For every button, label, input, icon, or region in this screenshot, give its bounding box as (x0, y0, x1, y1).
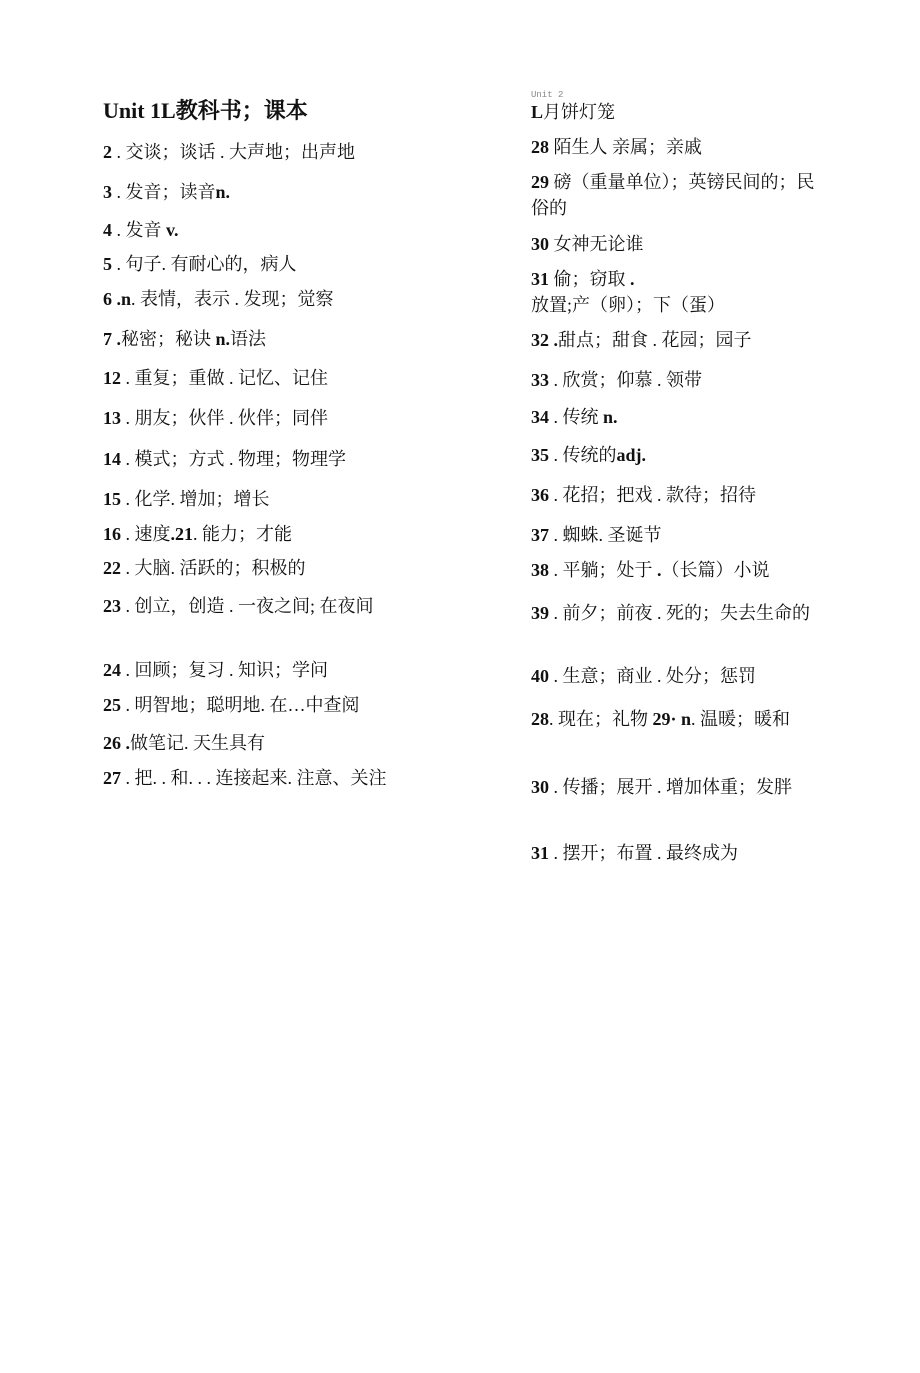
vocab-line (531, 600, 823, 626)
bold-segment: .21 (170, 524, 193, 544)
bold-segment: 31 (531, 843, 549, 863)
vocab-line (103, 286, 395, 312)
bold-segment: n. (215, 182, 231, 202)
vocab-line (103, 405, 395, 431)
text-segment: . 温暖；暖和 (691, 709, 791, 729)
bold-segment: 2 (103, 142, 112, 162)
bold-segment: 5 (103, 254, 112, 274)
text-segment: . 花招；把戏 . 款待；招待 (549, 485, 756, 505)
text-segment: 陌生人 亲属；亲戚 (549, 137, 702, 157)
bold-segment: 3 (103, 182, 112, 202)
text-segment: . 朋友；伙伴 . 伙伴；同伴 (121, 408, 328, 428)
text-segment: . 表情，表示 . 发现；觉察 (131, 289, 334, 309)
vocab-line (103, 446, 395, 472)
text-segment: 语法 (230, 329, 267, 349)
bold-segment: 31 (531, 269, 549, 289)
vocab-line (531, 482, 823, 508)
vocab-line (103, 692, 395, 718)
text-segment: . 句子. 有耐心的，病人 (112, 254, 297, 274)
bold-segment: 34 (531, 407, 549, 427)
bold-segment: 13 (103, 408, 121, 428)
bold-segment: 教科书；课本 (175, 98, 308, 123)
bold-segment: 28 (531, 709, 549, 729)
bold-segment: 37 (531, 525, 549, 545)
text-segment: . 模式；方式 . 物理；物理学 (121, 449, 346, 469)
text-segment: 做笔记. 天生具有 (130, 733, 265, 753)
bold-segment: 15 (103, 489, 121, 509)
bold-segment: 22 (103, 558, 121, 578)
bold-segment: . (657, 560, 662, 580)
bold-segment: n. (603, 407, 618, 427)
text-segment: . 能力；才能 (193, 524, 292, 544)
bold-segment: . (630, 269, 635, 289)
bold-segment: L (531, 102, 544, 122)
text-segment: . 蜘蛛. 圣诞节 (549, 525, 662, 545)
text-segment: 偷；窃取 (549, 269, 630, 289)
bold-segment: 28 (531, 137, 549, 157)
vocab-line (103, 486, 395, 512)
bold-segment: 4 (103, 220, 112, 240)
bold-segment: 27 (103, 768, 121, 788)
unit-title (103, 98, 395, 124)
bold-segment: v. (166, 220, 179, 240)
bold-segment: 25 (103, 695, 121, 715)
vocab-line (531, 663, 823, 689)
vocab-line (103, 251, 395, 277)
text-segment: . 现在；礼物 (549, 709, 653, 729)
bold-segment: 29· n (652, 709, 692, 729)
vocab-line (531, 706, 823, 732)
vocab-line (531, 404, 823, 430)
text-segment: . 前夕；前夜 . 死的；失去生命的 (549, 603, 810, 623)
bold-segment: 30 (531, 234, 549, 254)
text-segment: . 把. . 和. . . 连接起来. 注意、关注 (121, 768, 387, 788)
text-segment: . 传统的 (549, 445, 617, 465)
bold-segment: 40 (531, 666, 549, 686)
text-segment: Unit 2 (531, 90, 564, 100)
bold-segment: Unit 1L (103, 98, 176, 123)
bold-segment: 33 (531, 370, 549, 390)
bold-segment: 30 (531, 777, 549, 797)
text-segment: . 交谈；谈话 . 大声地；出声地 (112, 142, 355, 162)
text-segment: . 创立，创造 . 一夜之间; 在夜间 (121, 596, 374, 616)
vocab-line (531, 840, 823, 866)
bold-segment: 24 (103, 660, 121, 680)
vocab-line (531, 442, 823, 468)
vocab-line (531, 169, 823, 221)
vocab-line (103, 765, 395, 791)
bold-segment: 12 (103, 368, 121, 388)
text-segment: （长篇）小说 (661, 560, 770, 580)
vocab-line (103, 179, 395, 205)
bold-segment: 36 (531, 485, 549, 505)
text-segment: 磅（重量单位）；英镑民间的；民俗的 (531, 172, 815, 218)
text-segment: . 速度 (121, 524, 171, 544)
bold-segment: 16 (103, 524, 121, 544)
text-segment: 女神无论谁 (549, 234, 644, 254)
bold-segment: 39 (531, 603, 549, 623)
bold-segment: n. (215, 329, 231, 349)
text-segment: . 传播；展开 . 增加体重；发胖 (549, 777, 792, 797)
vocab-line (531, 557, 823, 583)
bold-segment: adj. (616, 445, 647, 465)
text-segment: . 发音；读音 (112, 182, 216, 202)
text-segment: . 重复；重做 . 记忆、记住 (121, 368, 328, 388)
text-segment: . 发音 (112, 220, 166, 240)
vocab-line (103, 593, 395, 619)
text-segment: . 生意；商业 . 处分；惩罚 (549, 666, 756, 686)
text-segment: 甜点；甜食 . 花园；园子 (558, 330, 752, 350)
vocab-line (103, 657, 395, 683)
text-segment: . 欣赏；仰慕 . 领带 (549, 370, 702, 390)
vocab-line (531, 134, 823, 160)
text-segment: . 传统 (549, 407, 603, 427)
text-segment: 秘密；秘诀 (121, 329, 216, 349)
bold-segment: 38 (531, 560, 549, 580)
vocab-line (531, 367, 823, 393)
bold-segment: 35 (531, 445, 549, 465)
bold-segment: 23 (103, 596, 121, 616)
vocab-line (103, 217, 395, 243)
vocab-line (103, 521, 395, 547)
bold-segment: 26 . (103, 733, 130, 753)
text-segment: 放置;产（卵）；下（蛋） (531, 295, 725, 315)
text-segment: . 化学. 增加；增长 (121, 489, 270, 509)
vocab-line (103, 365, 395, 391)
vocab-line (531, 266, 823, 318)
text-segment: . 回顾；复习 . 知识；学问 (121, 660, 328, 680)
vocab-line (531, 99, 823, 125)
bold-segment: 14 (103, 449, 121, 469)
text-segment: . 大脑. 活跃的；积极的 (121, 558, 306, 578)
vocab-line (103, 139, 395, 165)
text-segment: 月饼灯笼 (543, 102, 616, 122)
vocab-line (531, 774, 823, 800)
vocab-line (531, 327, 823, 353)
vocab-line (103, 555, 395, 581)
text-segment: . 明智地；聪明地. 在…中查阅 (121, 695, 360, 715)
vocab-line (103, 326, 395, 352)
text-segment: . 平躺；处于 (549, 560, 657, 580)
bold-segment: 6 .n (103, 289, 132, 309)
vocab-line (103, 730, 395, 756)
bold-segment: 32 . (531, 330, 558, 350)
vocab-line (531, 231, 823, 257)
bold-segment: 7 . (103, 329, 121, 349)
bold-segment: 29 (531, 172, 549, 192)
text-segment: . 摆开；布置 . 最终成为 (549, 843, 738, 863)
vocab-line (531, 522, 823, 548)
